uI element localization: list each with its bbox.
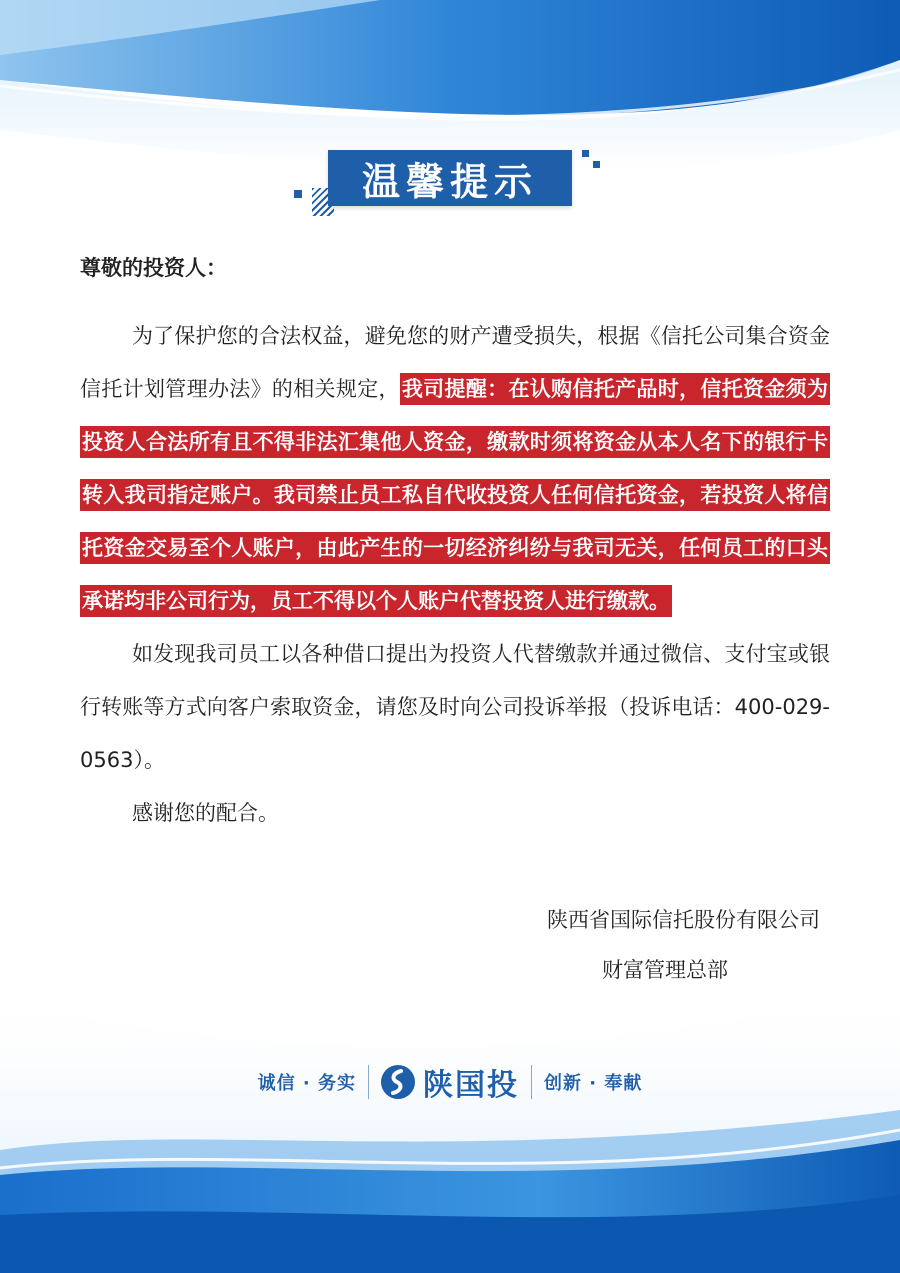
paragraph-main: [80, 310, 830, 628]
logo-swirl-icon: [381, 1065, 415, 1099]
company-name: 陕西省国际信托股份有限公司: [547, 908, 820, 932]
paragraph-main-intro: 为了保护您的合法权益，避免您的财产遭受损失，根据《信托公司集合资金信托计划管理办法》的相关规定，: [80, 324, 830, 401]
department-name: 财富管理总部: [602, 958, 728, 982]
footer-brand: [0, 1060, 900, 1104]
highlighted-warning: 我司提醒：在认购信托产品时，信托资金须为投资人合法所有且不得非法汇集他人资金，缴款时须将资金从本人名下的银行卡转入我司指定账户。我司禁止员工私自代收投资人任何信托资金，若投资人将信托资金交易至个人账户，由此产生的一切经济纠纷与我司无关，任何员工的口头承诺均非公司行为，员工不得以个人账户代替投资人进行缴款。: [80, 373, 830, 617]
slogan-left: 诚信 · 务实: [257, 1073, 356, 1094]
greeting: 尊敬的投资人：: [80, 256, 227, 280]
divider: [368, 1065, 369, 1099]
divider: [531, 1065, 532, 1099]
title-banner: [290, 150, 610, 220]
signature-block: [547, 895, 820, 995]
logo-text: 陕国投: [423, 1068, 519, 1103]
paragraph-report: 如发现我司员工以各种借口提出为投资人代替缴款并通过微信、支付宝或银行转账等方式向客户索取资金，请您及时向公司投诉举报（投诉电话：400-029-0563）。: [80, 642, 830, 772]
page-title: 温馨提示: [328, 150, 572, 206]
letter-body: [80, 250, 830, 840]
slogan-right: 创新 · 奉献: [544, 1073, 643, 1094]
paragraph-thanks: 感谢您的配合。: [132, 801, 279, 825]
company-logo: [381, 1060, 519, 1104]
